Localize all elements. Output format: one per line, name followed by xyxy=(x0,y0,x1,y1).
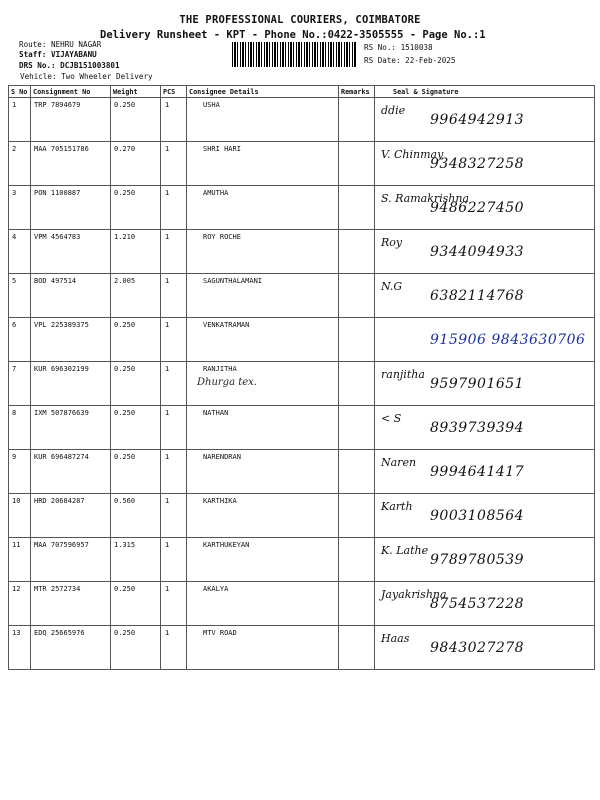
table-row xyxy=(9,186,595,230)
cell-consignee xyxy=(187,582,339,626)
consignee-name: AKALYA xyxy=(203,585,229,593)
cell-remarks xyxy=(339,582,375,626)
table-row xyxy=(9,538,595,582)
table-row xyxy=(9,626,595,670)
cell-weight: 1.315 xyxy=(111,538,161,582)
signature: ranjitha xyxy=(381,368,425,381)
consignee-name: NARENDRAN xyxy=(203,453,241,461)
cell-remarks xyxy=(339,230,375,274)
cell-remarks xyxy=(339,626,375,670)
handwritten-phone: 9597901651 xyxy=(430,376,525,392)
col-sno: S No xyxy=(9,86,31,98)
cell-sno: 9 xyxy=(9,450,31,494)
table-row xyxy=(9,494,595,538)
signature: S. Ramakrishna xyxy=(381,192,470,205)
signature: N.G xyxy=(381,280,403,293)
cell-signature xyxy=(375,582,595,626)
cell-sno: 8 xyxy=(9,406,31,450)
cell-consignment: MAA 707596957 xyxy=(31,538,111,582)
cell-weight: 0.560 xyxy=(111,494,161,538)
cell-weight: 0.270 xyxy=(111,142,161,186)
handwritten-phone: 9344094933 xyxy=(430,244,525,260)
cell-weight: 0.250 xyxy=(111,318,161,362)
consignee-name: RANJITHA xyxy=(203,365,237,373)
cell-pcs: 1 xyxy=(161,186,187,230)
route-label: Route: NEHRU NAGAR xyxy=(19,40,102,49)
handwritten-phone: 9486227450 xyxy=(430,200,525,216)
cell-consignment: MTR 2572734 xyxy=(31,582,111,626)
cell-consignee xyxy=(187,142,339,186)
col-pcs: PCS xyxy=(161,86,187,98)
rs-number: RS No.: 1510038 xyxy=(364,43,433,52)
cell-signature xyxy=(375,538,595,582)
cell-weight: 0.250 xyxy=(111,98,161,142)
handwritten-phone: 9348327258 xyxy=(430,156,525,172)
cell-pcs: 1 xyxy=(161,538,187,582)
cell-consignee xyxy=(187,230,339,274)
barcode xyxy=(232,42,356,67)
col-signature: Seal & Signature xyxy=(375,86,595,98)
cell-consignment: TRP 7894679 xyxy=(31,98,111,142)
cell-consignment: EDQ 25665976 xyxy=(31,626,111,670)
table-row xyxy=(9,362,595,406)
table-row xyxy=(9,230,595,274)
handwritten-phone: 9994641417 xyxy=(430,464,525,480)
cell-signature xyxy=(375,142,595,186)
cell-consignee xyxy=(187,450,339,494)
consignee-name: KARTHIKA xyxy=(203,497,237,505)
cell-consignment: MAA 705151786 xyxy=(31,142,111,186)
signature: Karth xyxy=(381,500,413,513)
cell-weight: 0.250 xyxy=(111,406,161,450)
cell-consignee xyxy=(187,538,339,582)
handwritten-phone: 8939739394 xyxy=(430,420,525,436)
table-row xyxy=(9,406,595,450)
cell-pcs: 1 xyxy=(161,494,187,538)
cell-pcs: 1 xyxy=(161,98,187,142)
cell-pcs: 1 xyxy=(161,362,187,406)
page-title: THE PROFESSIONAL COURIERS, COIMBATORE xyxy=(179,14,421,26)
col-weight: Weight xyxy=(111,86,161,98)
cell-remarks xyxy=(339,362,375,406)
consignee-name: SAGUNTHALAMANI xyxy=(203,277,263,285)
cell-sno: 1 xyxy=(9,98,31,142)
cell-signature xyxy=(375,494,595,538)
cell-sno: 4 xyxy=(9,230,31,274)
cell-consignee xyxy=(187,318,339,362)
col-remarks: Remarks xyxy=(339,86,375,98)
cell-signature xyxy=(375,230,595,274)
cell-signature xyxy=(375,318,595,362)
cell-pcs: 1 xyxy=(161,142,187,186)
cell-remarks xyxy=(339,450,375,494)
cell-sno: 11 xyxy=(9,538,31,582)
cell-remarks xyxy=(339,494,375,538)
consignee-name: MTV ROAD xyxy=(203,629,237,637)
handwritten-phone: 8754537228 xyxy=(430,596,525,612)
cell-weight: 0.250 xyxy=(111,626,161,670)
cell-signature xyxy=(375,406,595,450)
consignee-name: SHRI HARI xyxy=(203,145,241,153)
cell-remarks xyxy=(339,538,375,582)
table-header-row xyxy=(9,86,595,98)
consignee-name: VENKATRAMAN xyxy=(203,321,250,329)
cell-signature xyxy=(375,274,595,318)
cell-consignee xyxy=(187,362,339,406)
cell-remarks xyxy=(339,318,375,362)
consignee-name: AMUTHA xyxy=(203,189,229,197)
handwritten-phone: 9003108564 xyxy=(430,508,525,524)
consignee-name: NATHAN xyxy=(203,409,229,417)
cell-remarks xyxy=(339,98,375,142)
rs-date: RS Date: 22-Feb-2025 xyxy=(364,56,456,65)
handwritten-phone: 9789780539 xyxy=(430,552,525,568)
cell-sno: 13 xyxy=(9,626,31,670)
cell-consignee xyxy=(187,494,339,538)
signature: < S xyxy=(381,412,402,425)
cell-consignment: IXM 507876639 xyxy=(31,406,111,450)
table-row xyxy=(9,582,595,626)
cell-sno: 12 xyxy=(9,582,31,626)
cell-consignee xyxy=(187,406,339,450)
cell-consignee xyxy=(187,186,339,230)
cell-consignment: KUR 696302199 xyxy=(31,362,111,406)
signature: ddie xyxy=(381,104,406,117)
cell-remarks xyxy=(339,142,375,186)
handwritten-phone: 6382114768 xyxy=(430,288,525,304)
cell-pcs: 1 xyxy=(161,582,187,626)
cell-weight: 0.250 xyxy=(111,450,161,494)
cell-consignment: VPL 225389375 xyxy=(31,318,111,362)
consignee-name: ROY ROCHE xyxy=(203,233,241,241)
cell-weight: 2.005 xyxy=(111,274,161,318)
signature: Naren xyxy=(381,456,417,469)
cell-consignment: BOD 497514 xyxy=(31,274,111,318)
handwritten-note: Dhurga tex. xyxy=(197,377,257,388)
cell-signature xyxy=(375,362,595,406)
vehicle-label: Vehicle: Two Wheeler Delivery xyxy=(20,72,153,81)
cell-sno: 5 xyxy=(9,274,31,318)
cell-signature xyxy=(375,626,595,670)
cell-sno: 10 xyxy=(9,494,31,538)
cell-weight: 0.250 xyxy=(111,362,161,406)
signature: Haas xyxy=(381,632,410,645)
cell-consignment: HRD 20684287 xyxy=(31,494,111,538)
col-consignee: Consignee Details xyxy=(187,86,339,98)
cell-sno: 6 xyxy=(9,318,31,362)
signature: K. Lathe xyxy=(381,544,429,557)
cell-remarks xyxy=(339,274,375,318)
handwritten-phone: 9964942913 xyxy=(430,112,525,128)
cell-pcs: 1 xyxy=(161,318,187,362)
cell-consignment: PON 1100887 xyxy=(31,186,111,230)
table-row xyxy=(9,142,595,186)
cell-remarks xyxy=(339,406,375,450)
consignee-name: USHA xyxy=(203,101,220,109)
staff-label: Staff: VIJAYABANU xyxy=(19,50,97,59)
cell-pcs: 1 xyxy=(161,450,187,494)
col-consignment: Consignment No xyxy=(31,86,111,98)
page-subtitle: Delivery Runsheet - KPT - Phone No.:0422-3505555 - Page No.:1 xyxy=(100,29,486,41)
cell-sno: 3 xyxy=(9,186,31,230)
signature: Jayakrishna xyxy=(381,588,447,601)
table-row xyxy=(9,318,595,362)
cell-consignee xyxy=(187,98,339,142)
cell-consignment: VPM 4564783 xyxy=(31,230,111,274)
drs-number: DRS No.: DCJB151003801 xyxy=(19,61,120,70)
cell-pcs: 1 xyxy=(161,406,187,450)
handwritten-phone: 915906 9843630706 xyxy=(430,332,586,348)
cell-pcs: 1 xyxy=(161,626,187,670)
runsheet-table xyxy=(8,85,595,670)
cell-weight: 0.250 xyxy=(111,186,161,230)
cell-pcs: 1 xyxy=(161,230,187,274)
cell-sno: 2 xyxy=(9,142,31,186)
cell-consignee xyxy=(187,626,339,670)
table-row xyxy=(9,450,595,494)
cell-consignment: KUR 696487274 xyxy=(31,450,111,494)
cell-pcs: 1 xyxy=(161,274,187,318)
signature: Roy xyxy=(381,236,403,249)
cell-sno: 7 xyxy=(9,362,31,406)
cell-signature xyxy=(375,450,595,494)
table-row xyxy=(9,274,595,318)
table-row xyxy=(9,98,595,142)
cell-weight: 0.250 xyxy=(111,582,161,626)
consignee-name: KARTHUKEYAN xyxy=(203,541,250,549)
handwritten-phone: 9843027278 xyxy=(430,640,525,656)
cell-signature xyxy=(375,98,595,142)
signature: V. Chinmay xyxy=(381,148,444,161)
cell-consignee xyxy=(187,274,339,318)
cell-signature xyxy=(375,186,595,230)
cell-weight: 1.210 xyxy=(111,230,161,274)
cell-remarks xyxy=(339,186,375,230)
